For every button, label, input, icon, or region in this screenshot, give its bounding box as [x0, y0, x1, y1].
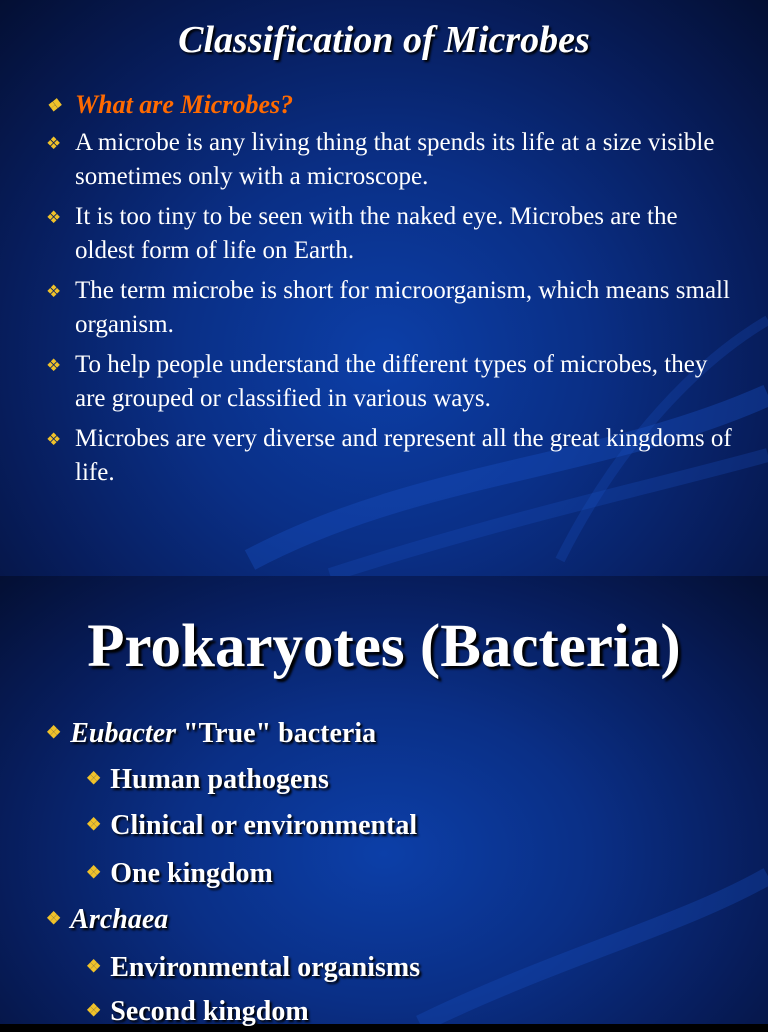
bullet-icon: ❖ — [86, 814, 102, 834]
bullet-item: ❖ The term microbe is short for microorganism, which means small organism. — [46, 277, 730, 338]
bullet-item: ❖ Microbes are very diverse and represent all the great kingdoms of life. — [46, 425, 732, 486]
sub-bullet-human-pathogens: ❖ Human pathogens — [86, 762, 329, 800]
bullet-item: ❖ It is too tiny to be seen with the naked eye. Microbes are the oldest form of life on Earth. — [46, 203, 678, 264]
bullet-eubacter: ❖ Eubacter "True" bacteria — [46, 716, 376, 754]
bullet-icon: ❖ — [86, 862, 102, 882]
bullet-icon: ❖ — [46, 282, 62, 301]
sub-bullet-second-kingdom: ❖ Second kingdom — [86, 994, 309, 1032]
sub-bullet-environmental: ❖ Environmental organisms — [86, 950, 420, 988]
bullet-icon: ❖ — [46, 208, 62, 227]
sub-bullet-clinical: ❖ Clinical or environmental — [86, 808, 417, 846]
bullet-icon: ❖ — [46, 722, 62, 742]
bullet-icon: ❖ — [86, 768, 102, 788]
bullet-icon: ❖ — [46, 356, 62, 375]
bullet-icon: ❖ — [46, 430, 62, 449]
sub-bullet-one-kingdom: ❖ One kingdom — [86, 856, 273, 894]
bullet-item: ❖ A microbe is any living thing that spends its life at a size visible sometimes only with a microscope. — [46, 129, 715, 190]
bullet-question: ❖ What are Microbes? — [46, 88, 736, 122]
slide-title-2: Prokaryotes (Bacteria) — [87, 613, 681, 680]
bullet-item: ❖ To help people understand the different types of microbes, they are grouped or classified in various ways. — [46, 351, 708, 412]
slide-title: Classification of Microbes — [178, 19, 590, 61]
bullet-icon: ❖ — [86, 1000, 102, 1020]
bullet-icon: ❖ — [46, 134, 62, 153]
bullet-archaea: ❖ Archaea — [46, 902, 168, 940]
bullet-icon: ❖ — [46, 908, 62, 928]
bullet-list — [46, 88, 736, 496]
bullet-icon: ❖ — [86, 956, 102, 976]
bullet-icon: ❖ — [46, 96, 62, 115]
